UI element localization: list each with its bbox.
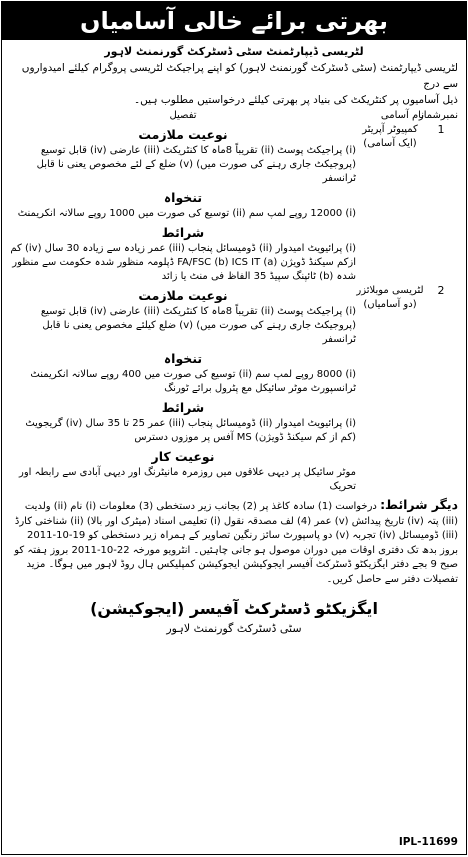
nature-text: (i) پراجیکٹ پوسٹ (ii) تقریباً 8ماہ کا کنٹریکٹ (iii) عارضی (iv) قابل توسیع (پروجیکٹ جاری رہنے کی صورت میں) (v) ضلع کیلئے مخصوص یعنی نا قابل ٹرانسفر [40, 306, 356, 345]
work-text: موٹر سائیکل پر دیہی علاقوں میں روزمرہ مانیٹرنگ اور دیہی آبادی سے رابطہ اور تحریک [19, 467, 356, 492]
department-name: لٹریسی ڈیپارٹمنٹ سٹی ڈسٹرکٹ گورنمنٹ لاہور [104, 45, 364, 58]
ad-code: IPL-11699 [398, 836, 458, 848]
other-conditions-text: درخواست (1) سادہ کاغذ پر (2) بجانب زیر دستخطی (3) معلومات (i) نام (ii) ولدیت (iii) پتہ (iv) تاریخ پیدائش (v) عمر (4) لف مصدقہ نقول (i) تعلیمی اسناد (میٹرک اور بالا) (ii) شناختی کارڈ (iii) ڈومیسائل (iv) تجربہ (v) دو پاسپورٹ سائز رنگین تصاویر کے ہمراہ زیر دستخطی کو 19-10-2011 بروز بدھ تک دفتری اوقات میں دوران موصول ہو جانی چاہئیں۔ انٹرویو مورخہ 22-10-2011 بروز ہفتہ کو صبح 9 بجے دفتر ایگزیکٹو ڈسٹرکٹ آفیسر ایجوکیشن ایجوکیشن کمپلیکس ہال روڈ لاہور میں ہوگا۔ مزید تفصیلات دفتر سے حاصل کریں۔ [14, 501, 458, 585]
other-conditions [2, 494, 466, 591]
section-title: تنخواہ [163, 190, 203, 205]
conditions-text: (i) پرائیویٹ امیدوار (ii) ڈومیسائل پنجاب (iii) عمر زیادہ سے زیادہ 30 سال (iv) کم ازکم سیکنڈ ڈویژن (a) FA/FSC (b) ICS IT ڈپلومہ منظور شدہ حکومت سے منظور شدہ (b) ٹائپنگ سپیڈ 35 الفاظ فی منٹ یا زائد [10, 243, 356, 282]
section-title: نوعیت کار [151, 449, 215, 464]
conditions-text: (i) پرائیویٹ امیدوار (ii) ڈومیسائل پنجاب (iii) عمر 25 تا 35 سال (iv) گریجویٹ (کم از کم سیکنڈ ڈویژن) MS آفس پر موزوں دسترس [25, 418, 356, 443]
intro [2, 40, 466, 108]
col-post-name: نام آسامی [380, 110, 424, 121]
post-2 [2, 284, 466, 494]
post-title: کمپیوٹر آپریٹر [362, 124, 418, 135]
other-conditions-title: دیگر شرائط: [380, 497, 458, 512]
signature-block [2, 599, 466, 635]
post-title: لٹریسی موبلائزر [356, 285, 424, 296]
title-banner: بھرتی برائے خالی آسامیاں [2, 2, 466, 40]
government-name: سٹی ڈسٹرکٹ گورنمنٹ لاہور [166, 622, 302, 635]
section-title: تنخواہ [163, 351, 203, 366]
intro-line-1: لٹریسی ڈیپارٹمنٹ (سٹی ڈسٹرکٹ گورنمنٹ لاہور) کو اپنے پراجیکٹ لٹریسی پروگرام کیلئے امیدواروں سے درج [21, 62, 458, 90]
advertisement [1, 1, 467, 855]
section-title: شرائط [161, 400, 205, 415]
post-number: 2 [437, 284, 445, 297]
section-title: نوعیت ملازمت [138, 127, 228, 142]
post-1 [2, 123, 466, 284]
post-number: 1 [437, 123, 445, 136]
nature-text: (i) پراجیکٹ پوسٹ (ii) تقریباً 8ماہ کا کنٹریکٹ (iii) عارضی (iv) قابل توسیع (پروجیکٹ جاری رہنے کی صورت میں) (v) ضلع کے لئے مخصوص یعنی نا قابل ٹرانسفر [36, 145, 356, 184]
post-name [356, 123, 424, 284]
column-headers [2, 108, 466, 123]
post-details [10, 284, 356, 494]
post-count: (دو آسامیاں) [363, 299, 417, 310]
section-title: شرائط [161, 225, 205, 240]
office-name: ایگزیکٹو ڈسٹرکٹ آفیسر (ایجوکیشن) [90, 599, 378, 618]
section-title: نوعیت ملازمت [138, 288, 228, 303]
salary-text: (i) 12000 روپے لمپ سم (ii) توسیع کی صورت میں 1000 روپے سالانہ انکریمنٹ [17, 208, 356, 219]
post-details [10, 123, 356, 284]
col-number: نمبرشمار [418, 110, 458, 121]
salary-text: (i) 8000 روپے لمپ سم (ii) توسیع کی صورت میں 400 روپے سالانہ انکریمنٹ ٹرانسپورٹ موٹر سائیکل مع پٹرول برائے ٹورنگ [30, 369, 356, 394]
post-count: (ایک آسامی) [363, 138, 417, 149]
post-name [356, 284, 424, 494]
intro-line-2: ذیل آسامیوں پر کنٹریکٹ کی بنیاد پر بھرتی کیلئے درخواستیں مطلوب ہیں۔ [134, 94, 458, 106]
col-details: تفصیل [169, 110, 197, 121]
